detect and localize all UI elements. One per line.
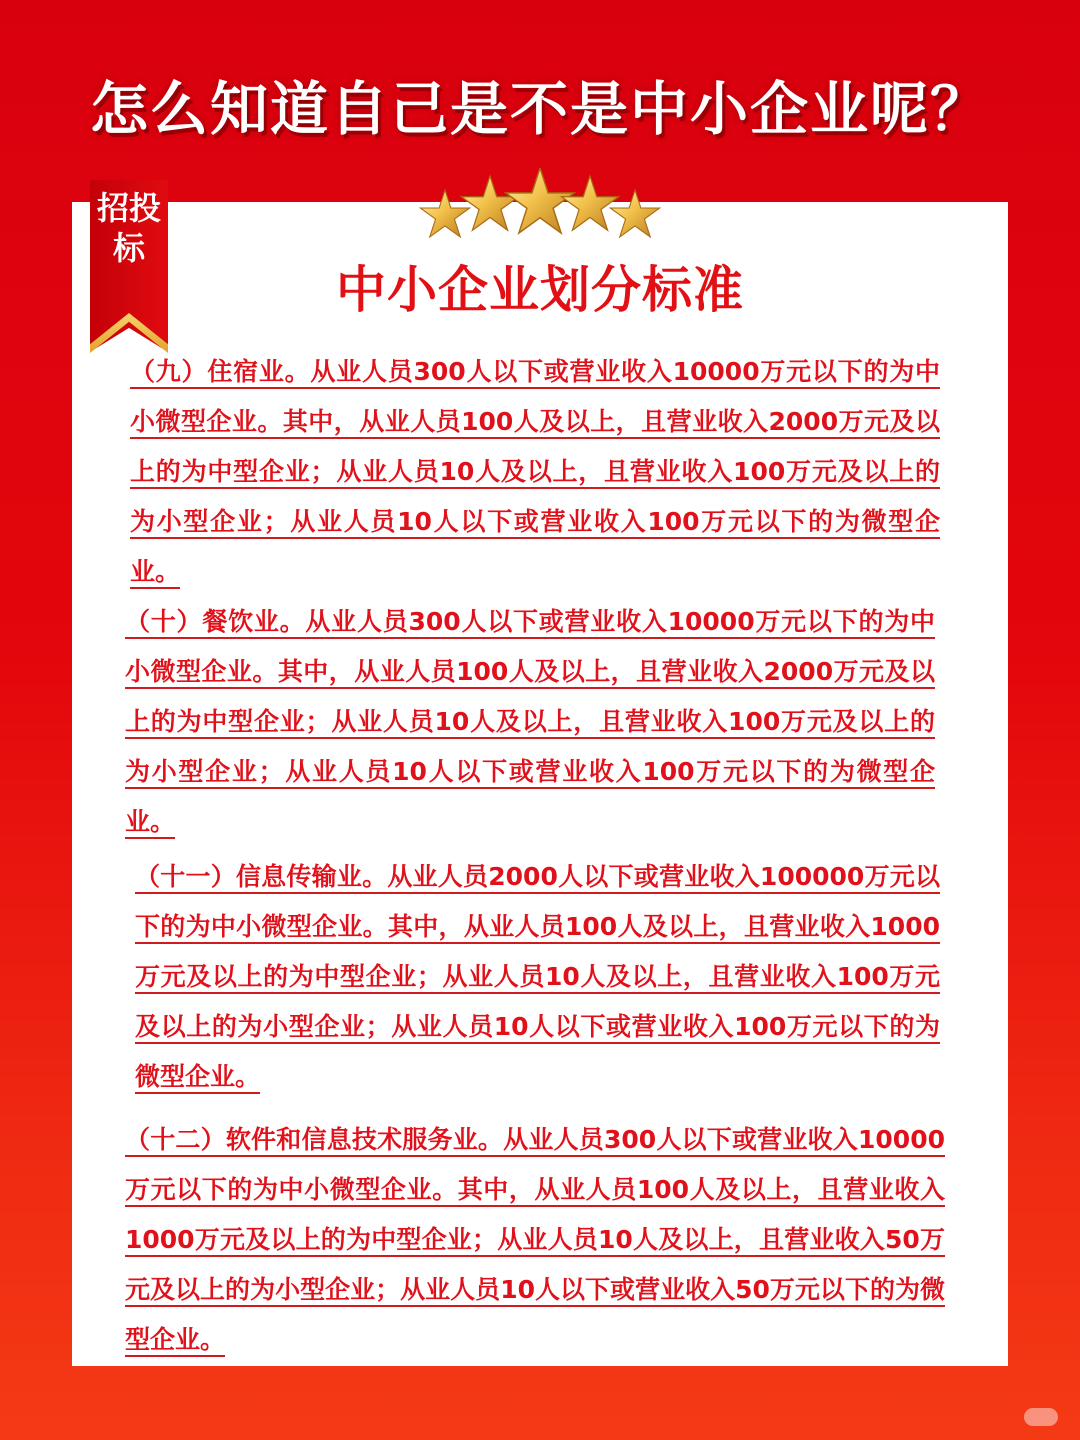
star-icon xyxy=(561,176,618,230)
standard-paragraph-software-it-services: （十二）软件和信息技术服务业。从业人员300人以下或营业收入10000万元以下的为中小微型企业。其中，从业人员100人及以上，且营业收入1000万元及以上的为中型企业；从业人员10人及以上，且营业收入50万元及以上的为小型企业；从业人员10人以下或营业收入50万元以下的为微型企业。 xyxy=(125,1125,945,1354)
standard-paragraph-accommodation: （九）住宿业。从业人员300人以下或营业收入10000万元以下的为中小微型企业。其中，从业人员100人及以上，且营业收入2000万元及以上的为中型企业；从业人员10人及以上，且营业收入100万元及以上的为小型企业；从业人员10人以下或营业收入100万元以下的为微型企业。 xyxy=(130,357,940,586)
watermark-badge xyxy=(1024,1408,1058,1426)
five-gold-stars-icon xyxy=(415,168,665,260)
star-icon xyxy=(461,176,518,230)
standard-paragraph-catering: （十）餐饮业。从业人员300人以下或营业收入10000万元以下的为中小微型企业。其中，从业人员100人及以上，且营业收入2000万元及以上的为中型企业；从业人员10人及以上，且营业收入100万元及以上的为小型企业；从业人员10人以下或营业收入100万元以下的为微型企业。 xyxy=(125,607,935,836)
ribbon-label: 招投标 xyxy=(96,189,161,267)
card-title: 中小企业划分标准 xyxy=(336,261,744,319)
page-headline: 怎么知道自己是不是中小企业呢？ xyxy=(89,75,990,143)
star-icon xyxy=(506,168,574,233)
standard-paragraph-information-transmission: （十一）信息传输业。从业人员2000人以下或营业收入100000万元以下的为中小微型企业。其中，从业人员100人及以上，且营业收入1000万元及以上的为中型企业；从业人员10人及以上，且营业收入100万元及以上的为小型企业；从业人员10人以下或营业收入100万元以下的为微型企业。 xyxy=(135,862,940,1091)
